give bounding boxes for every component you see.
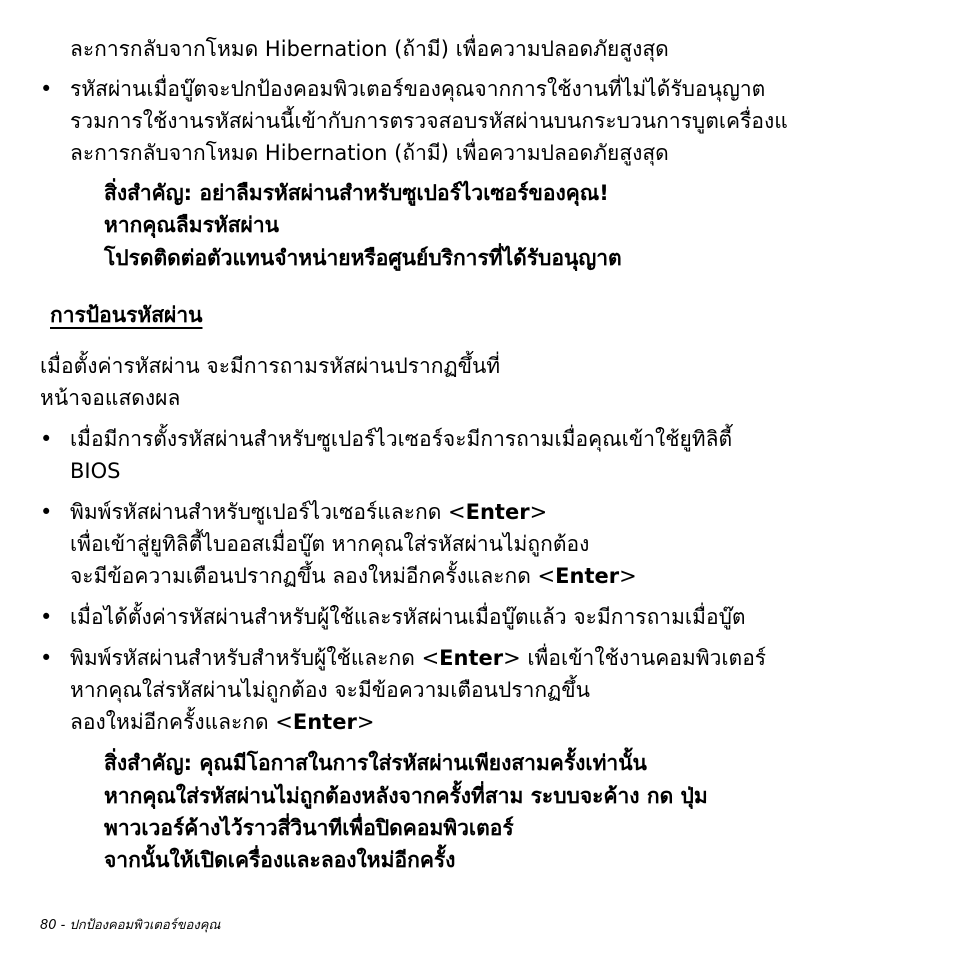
bullet-marker: • (40, 646, 53, 670)
bullet-2-line-1 (70, 497, 547, 527)
text-segment: > (356, 710, 375, 734)
enter-key-label: Enter (555, 564, 620, 588)
text-segment: > (619, 564, 637, 588)
bullet-1-line-2: BIOS (70, 459, 121, 483)
important-2-line-2: หากคุณใส่รหัสผ่านไม่ถูกต้องหลังจากครั้งที่สาม ระบบจะค้าง กด ปุ่ม (104, 784, 708, 808)
bullet-marker: • (40, 500, 53, 524)
bullet-1-line-1: เมื่อมีการตั้งรหัสผ่านสำหรับซูเปอร์ไวเซอร์จะมีการถามเมื่อคุณเข้าใช้ยูทิลิตี้ (70, 427, 733, 451)
text-segment: พิมพ์รหัสผ่านสำหรับสำหรับผู้ใช้และกด < (70, 646, 440, 670)
enter-key-label: Enter (292, 710, 357, 734)
page-footer: 80 - ปกป้องคอมพิวเตอร์ของคุณ (40, 918, 221, 933)
bullet-a-line-3: ละการกลับจากโหมด Hibernation (ถ้ามี) เพื่อความปลอดภัยสูงสุด (70, 141, 669, 165)
bullet-2-line-3 (70, 561, 637, 591)
top-continuation-line: ละการกลับจากโหมด Hibernation (ถ้ามี) เพื่อความปลอดภัยสูงสุด (70, 37, 669, 61)
text-segment: พิมพ์รหัสผ่านสำหรับซูเปอร์ไวเซอร์และกด < (70, 500, 466, 524)
important-1-line-2: หากคุณลืมรหัสผ่าน (104, 213, 279, 237)
intro-line-2: หน้าจอแสดงผล (40, 386, 181, 410)
bullet-4-line-2: หากคุณใส่รหัสผ่านไม่ถูกต้อง จะมีข้อความเตือนปรากฏขึ้น (70, 678, 590, 702)
text-segment: > เพื่อเข้าใช้งานคอมพิวเตอร์ (503, 646, 767, 670)
text-segment: ลองใหม่อีกครั้งและกด < (70, 710, 293, 734)
bullet-2-line-2: เพื่อเข้าสู่ยูทิลิตี้ไบออสเมื่อบู๊ต หากคุณใส่รหัสผ่านไม่ถูกต้อง (70, 532, 590, 556)
text-segment: > (529, 500, 548, 524)
important-1-line-3: โปรดติดต่อตัวแทนจำหน่ายหรือศูนย์บริการที่ได้รับอนุญาต (104, 246, 622, 270)
important-2-line-3: พาวเวอร์ค้างไว้ราวสี่วินาทีเพื่อปิดคอมพิวเตอร์ (104, 816, 514, 840)
bullet-4-line-3 (70, 707, 374, 737)
bullet-marker: • (40, 427, 53, 451)
enter-key-label: Enter (465, 500, 530, 524)
bullet-marker: • (40, 605, 53, 629)
bullet-a-line-1: รหัสผ่านเมื่อบู๊ตจะปกป้องคอมพิวเตอร์ของคุณจากการใช้งานที่ไม่ได้รับอนุญาต (70, 77, 766, 101)
intro-line-1: เมื่อตั้งค่ารหัสผ่าน จะมีการถามรหัสผ่านปรากฏขึ้นที่ (40, 354, 501, 378)
important-2-line-4: จากนั้นให้เปิดเครื่องและลองใหม่อีกครั้ง (104, 848, 456, 872)
bullet-a-line-2: รวมการใช้งานรหัสผ่านนี้เข้ากับการตรวจสอบรหัสผ่านบนกระบวนการบูตเครื่องแ (70, 109, 788, 133)
text-segment: จะมีข้อความเตือนปรากฏขึ้น ลองใหม่อีกครั้งและกด < (70, 564, 556, 588)
section-heading: การป้อนรหัสผ่าน (50, 303, 203, 327)
enter-key-label: Enter (439, 646, 504, 670)
important-2-line-1: สิ่งสำคัญ: คุณมีโอกาสในการใส่รหัสผ่านเพียงสามครั้งเท่านั้น (104, 751, 647, 775)
bullet-3-line-1: เมื่อได้ตั้งค่ารหัสผ่านสำหรับผู้ใช้และรหัสผ่านเมื่อบู๊ตแล้ว จะมีการถามเมื่อบู๊ต (70, 605, 746, 629)
bullet-marker: • (40, 77, 53, 101)
bullet-4-line-1 (70, 643, 766, 673)
important-1-line-1: สิ่งสำคัญ: อย่าลืมรหัสผ่านสำหรับซูเปอร์ไวเซอร์ของคุณ! (104, 181, 609, 205)
